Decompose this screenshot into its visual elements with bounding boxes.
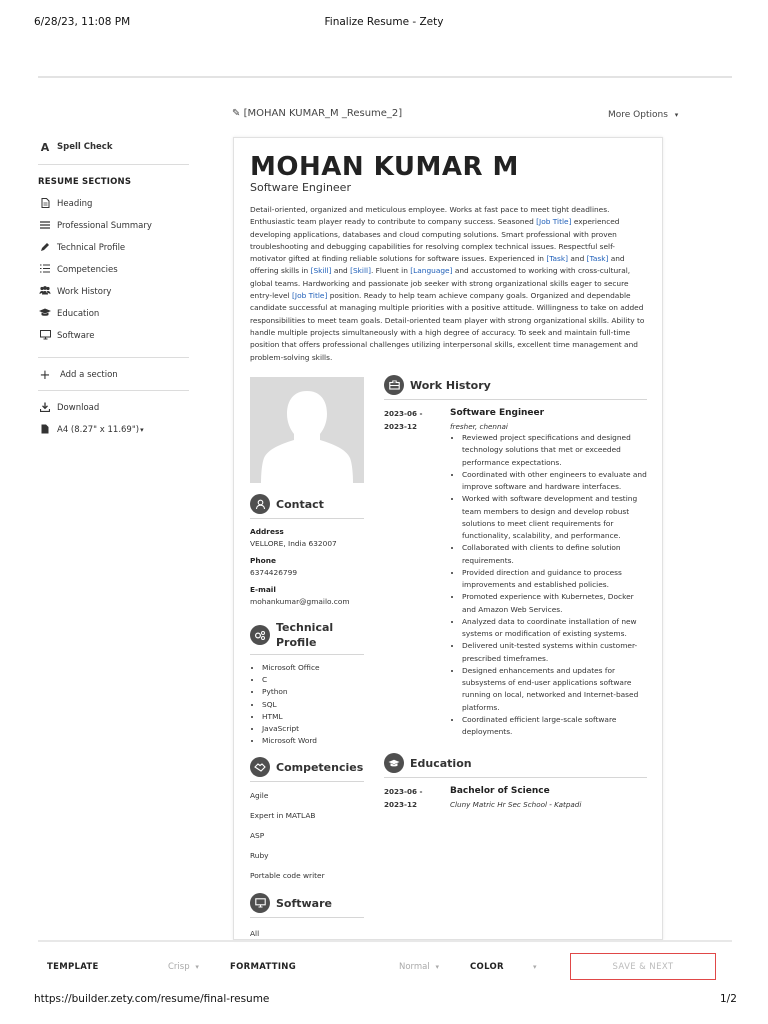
template-value: Crisp xyxy=(168,962,190,972)
job-title: Software Engineer xyxy=(450,408,545,418)
pencil-icon: ✎ xyxy=(232,108,241,119)
download-icon xyxy=(38,402,52,415)
school-name: Cluny Matric Hr Sec School - Katpadi xyxy=(450,800,582,810)
editor-sidebar xyxy=(38,136,190,441)
list-icon xyxy=(38,264,52,276)
competency-item: Portable code writer xyxy=(250,871,325,881)
profile-photo-placeholder[interactable] xyxy=(250,377,364,483)
sidebar-item-education[interactable] xyxy=(38,303,190,325)
competency-item: Ruby xyxy=(250,851,269,861)
responsibility-item: • Delivered unit-tested systems within customer-prescribed timeframes. xyxy=(462,640,647,665)
summary-text: and xyxy=(568,254,587,264)
work-history-section-header xyxy=(384,375,647,400)
education-heading: Education xyxy=(410,756,472,770)
more-options-button[interactable] xyxy=(608,110,678,120)
entry-start-date: 2023-06 - xyxy=(384,409,423,418)
summary-text: and accustomed to working with cross-cultural, global teams. Hardworking and passionate job seeker with strong organizational skills eager to secure entry-level xyxy=(250,266,631,301)
bottom-bar-divider xyxy=(38,940,732,942)
formatting-label: FORMATTING xyxy=(230,962,296,972)
monitor-icon xyxy=(38,330,52,343)
entry-body xyxy=(450,408,647,738)
print-page-number: 1/2 xyxy=(720,993,737,1005)
color-label: COLOR xyxy=(470,962,504,972)
top-divider xyxy=(38,76,732,78)
responsibility-item: • Collaborated with clients to define solution requirements. xyxy=(462,542,647,567)
summary-placeholder: [Language] xyxy=(410,266,453,276)
color-select[interactable] xyxy=(533,962,537,972)
technical-profile-item: • SQL xyxy=(262,699,364,711)
formatting-select[interactable] xyxy=(399,962,439,972)
entry-dates xyxy=(384,408,450,738)
spell-check-icon: A xyxy=(40,140,50,154)
responsibility-item: • Coordinated with other engineers to evaluate and improve software and hardware interfaces. xyxy=(462,469,647,494)
entry-end-date: 2023-12 xyxy=(384,799,417,809)
technical-profile-item: • HTML xyxy=(262,711,364,723)
sidebar-divider xyxy=(38,390,189,391)
responsibility-item: • Coordinated efficient large-scale software deployments. xyxy=(462,714,647,739)
competencies-heading: Competencies xyxy=(276,760,364,774)
more-options-label: More Options xyxy=(608,110,668,120)
responsibility-item: • Reviewed project specifications and designed technology solutions that met or exceeded performance expectations. xyxy=(462,432,647,469)
job-company: fresher, chennai xyxy=(450,422,508,431)
work-history-heading: Work History xyxy=(410,378,491,392)
sidebar-item-technical-profile[interactable] xyxy=(38,237,190,259)
print-timestamp: 6/28/23, 11:08 PM xyxy=(34,16,131,28)
sidebar-item-software[interactable] xyxy=(38,325,190,347)
address-value: VELLORE, India 632007 xyxy=(250,539,337,548)
resume-right-column xyxy=(384,375,647,811)
technical-profile-item: • Microsoft Word xyxy=(262,735,364,747)
add-section-button[interactable] xyxy=(38,364,190,386)
resume-sections-heading: RESUME SECTIONS xyxy=(38,177,132,187)
resume-left-column xyxy=(250,494,364,938)
template-select[interactable] xyxy=(168,962,199,972)
template-label: TEMPLATE xyxy=(47,962,99,972)
plus-icon: + xyxy=(39,367,51,383)
entry-body xyxy=(450,786,647,811)
person-icon xyxy=(250,494,270,514)
formatting-value: Normal xyxy=(399,962,430,972)
graduation-cap-icon xyxy=(38,308,52,320)
responsibility-item: • Provided direction and guidance to process improvements and established policies. xyxy=(462,567,647,592)
document-name-label: [MOHAN KUMAR_M _Resume_2] xyxy=(243,108,403,119)
summary-placeholder: [Task] xyxy=(586,254,609,264)
software-heading: Software xyxy=(276,896,332,910)
summary-text: Detail-oriented, organized and meticulous employee. Works at fast pace to meet tight deadlines. Enthusiastic team player ready to contribute to company success. Seasoned xyxy=(250,205,610,227)
monitor-icon xyxy=(250,893,270,913)
resume-preview[interactable] xyxy=(233,137,663,940)
summary-text: and xyxy=(331,266,351,276)
responsibility-item: • Worked with software development and testing team members to design and develop robust solutions to meet client requirements for functionality, scalability, and performance. xyxy=(462,493,647,542)
software-list xyxy=(250,929,364,938)
print-page-title: Finalize Resume - Zety xyxy=(324,16,444,28)
sidebar-item-professional-summary[interactable] xyxy=(38,215,190,237)
summary-placeholder: [Job Title] xyxy=(292,291,328,301)
sidebar-item-label: Technical Profile xyxy=(57,243,126,253)
sidebar-item-label: Competencies xyxy=(57,265,118,275)
competencies-list xyxy=(250,791,364,880)
document-icon xyxy=(38,198,52,211)
handshake-icon xyxy=(250,757,270,777)
save-next-button[interactable]: SAVE & NEXT xyxy=(570,953,716,980)
responsibility-item: • Analyzed data to coordinate installation of new systems or modification of existing systems. xyxy=(462,616,647,641)
summary-placeholder: [Job Title] xyxy=(536,217,572,227)
phone-value: 6374426799 xyxy=(250,568,298,577)
paper-size-select[interactable] xyxy=(38,419,190,441)
entry-end-date: 2023-12 xyxy=(384,421,417,431)
print-header xyxy=(0,16,768,32)
summary-text: position. Ready to help team achieve company goals. Organized and dependable candidate successful at managing multiple priorities with a positive attitude. Willingness to take on added responsibilities to meet team goals. Detail-oriented team player with strong organizational skills. Ability to handle multiple projects simultaneously with a high degree of accuracy. To seek and maintain full-time position that offers professional challenges utilizing interpersonal skills, excellent time management and problem-solving skills. xyxy=(250,291,645,362)
file-icon xyxy=(38,424,52,437)
summary-text: experienced developing applications, databases and cloud computing solutions. Smart professional with proven troubleshooting and debugging capabilities for resolving complex technical issues. Respectful self-motivator gifted at finding reliable solutions for software issues. Experienced in xyxy=(250,217,620,264)
sidebar-item-label: Heading xyxy=(57,199,93,209)
sidebar-item-label: Work History xyxy=(57,287,112,297)
professional-summary xyxy=(250,204,650,364)
add-section-label: Add a section xyxy=(60,370,118,380)
paper-size-label: A4 (8.27" x 11.69") xyxy=(57,425,140,435)
responsibility-item: • Promoted experience with Kubernetes, Docker and Amazon Web Services. xyxy=(462,591,647,616)
email-label: E-mail xyxy=(250,585,276,594)
responsibility-item: • Designed enhancements and updates for subsystems of end-user applications software running on local, networked and Internet-based platforms. xyxy=(462,665,647,714)
resume-title: Software Engineer xyxy=(250,181,351,194)
summary-placeholder: [Skill] xyxy=(310,266,332,276)
document-name[interactable] xyxy=(232,108,402,119)
email-value: mohankumar@gmailo.com xyxy=(250,597,350,606)
caret-down-icon: ▾ xyxy=(140,426,144,434)
caret-down-icon: ▾ xyxy=(533,963,537,971)
technical-profile-item: • Python xyxy=(262,686,364,698)
address-label: Address xyxy=(250,527,284,536)
download-button[interactable] xyxy=(38,397,190,419)
technical-profile-item: • C xyxy=(262,674,364,686)
technical-profile-list xyxy=(250,662,364,747)
sidebar-item-competencies[interactable] xyxy=(38,259,190,281)
entry-dates xyxy=(384,786,450,811)
competencies-section-header xyxy=(250,757,364,782)
spell-check-label: Spell Check xyxy=(57,142,113,152)
contact-heading: Contact xyxy=(276,497,324,511)
contact-section-header xyxy=(250,494,364,519)
competency-item: ASP xyxy=(250,831,265,841)
resume-name: MOHAN KUMAR M xyxy=(250,152,519,182)
software-section-header xyxy=(250,893,364,918)
summary-text: and offering skills in xyxy=(250,254,625,276)
entry-start-date: 2023-06 - xyxy=(384,787,423,797)
summary-text: . Fluent in xyxy=(370,266,411,276)
gears-icon xyxy=(250,625,270,645)
download-label: Download xyxy=(57,403,100,413)
caret-down-icon: ▾ xyxy=(195,963,199,971)
pencil-icon xyxy=(38,242,52,255)
sidebar-item-heading[interactable] xyxy=(38,193,190,215)
sidebar-divider xyxy=(38,164,189,165)
competency-item: Agile xyxy=(250,791,269,801)
summary-placeholder: [Skill] xyxy=(350,266,371,276)
education-entry[interactable] xyxy=(384,786,647,811)
sidebar-divider xyxy=(38,357,189,358)
phone-label: Phone xyxy=(250,556,277,565)
sidebar-item-label: Professional Summary xyxy=(57,221,152,231)
briefcase-icon xyxy=(384,375,404,395)
sidebar-item-label: Software xyxy=(57,331,95,341)
summary-placeholder: [Task] xyxy=(546,254,569,264)
caret-down-icon: ▾ xyxy=(674,111,679,119)
graduation-cap-icon xyxy=(384,753,404,773)
work-history-entry[interactable] xyxy=(384,408,647,738)
technical-profile-item: • Microsoft Office xyxy=(262,662,364,674)
competency-item: Expert in MATLAB xyxy=(250,811,316,821)
lines-icon xyxy=(38,221,52,232)
technical-profile-section-header xyxy=(250,620,364,655)
software-item: All xyxy=(250,929,260,939)
degree-title: Bachelor of Science xyxy=(450,786,550,797)
print-url: https://builder.zety.com/resume/final-resume xyxy=(34,993,270,1005)
sidebar-item-work-history[interactable] xyxy=(38,281,190,303)
caret-down-icon: ▾ xyxy=(435,963,439,971)
technical-profile-heading: Technical Profile xyxy=(276,621,334,649)
technical-profile-item: • JavaScript xyxy=(262,723,364,735)
education-section-header xyxy=(384,753,647,778)
spell-check-button[interactable] xyxy=(38,136,190,158)
sidebar-item-label: Education xyxy=(57,309,100,319)
people-icon xyxy=(38,286,52,298)
job-responsibilities xyxy=(450,432,647,738)
